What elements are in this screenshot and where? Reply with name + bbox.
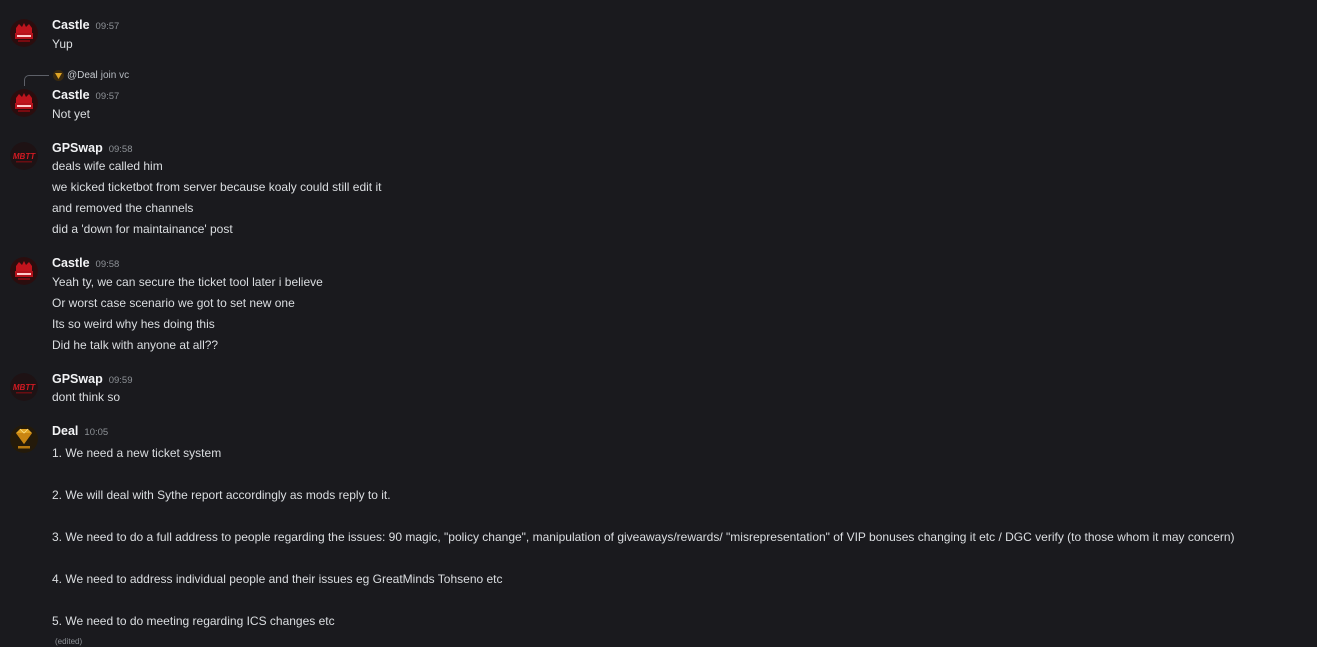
reply-text: join vc bbox=[100, 70, 130, 81]
svg-text:MBTT: MBTT bbox=[12, 152, 36, 161]
message-line: 2. We will deal with Sythe report accordingly as mods reply to it. bbox=[52, 488, 391, 502]
message-timestamp: 09:57 bbox=[95, 91, 120, 102]
castle-avatar[interactable] bbox=[10, 19, 38, 47]
gpswap-avatar[interactable] bbox=[10, 142, 38, 170]
gpswap-logo-icon bbox=[10, 142, 38, 170]
castle-avatar[interactable] bbox=[10, 257, 38, 285]
castle-logo-icon bbox=[10, 89, 38, 117]
message-author[interactable]: Deal 10:05 bbox=[52, 424, 109, 438]
message-line: and removed the channels bbox=[52, 201, 194, 215]
reply-mention[interactable]: @Deal bbox=[67, 70, 98, 81]
gpswap-avatar[interactable] bbox=[10, 373, 38, 401]
message-line: 4. We need to address individual people and their issues eg GreatMinds Tohseno etc bbox=[52, 572, 503, 586]
castle-logo-icon bbox=[10, 19, 38, 47]
message-author[interactable]: Castle 09:58 bbox=[52, 256, 120, 270]
message-line: did a 'down for maintainance' post bbox=[52, 222, 233, 236]
message-timestamp: 09:58 bbox=[95, 259, 120, 270]
message-line: deals wife called him bbox=[52, 159, 163, 173]
message-author[interactable]: Castle 09:57 bbox=[52, 88, 120, 102]
message-line: Did he talk with anyone at all?? bbox=[52, 338, 219, 352]
message-line: 1. We need a new ticket system bbox=[52, 446, 222, 460]
message-author[interactable]: Castle 09:57 bbox=[52, 18, 120, 32]
reply-reference[interactable] bbox=[53, 70, 129, 81]
deal-logo-icon bbox=[10, 425, 38, 453]
message-line: 5. We need to do meeting regarding ICS changes etc bbox=[52, 614, 335, 628]
message-timestamp: 10:05 bbox=[84, 427, 109, 438]
message-line: we kicked ticketbot from server because koaly could still edit it bbox=[52, 180, 382, 194]
message-line: dont think so bbox=[52, 390, 121, 404]
message-line: 3. We need to do a full address to people regarding the issues: 90 magic, "policy change", manipulation of giveaways/rewards/ "misrepresentation" of VIP bonuses changing it etc / DGC verify (to those whom it may concern) bbox=[52, 530, 1235, 544]
svg-text:MBTT: MBTT bbox=[12, 383, 36, 392]
deal-mini-avatar-icon bbox=[53, 70, 64, 81]
message-timestamp: 09:59 bbox=[108, 375, 133, 386]
reply-connector bbox=[24, 75, 49, 86]
message-author[interactable]: GPSwap 09:59 bbox=[52, 372, 133, 386]
message-line: Yup bbox=[52, 37, 73, 51]
message-line: Its so weird why hes doing this bbox=[52, 317, 215, 331]
castle-avatar[interactable] bbox=[10, 89, 38, 117]
edited-label: (edited) bbox=[55, 637, 83, 646]
message-timestamp: 09:57 bbox=[95, 21, 120, 32]
message-author[interactable]: GPSwap 09:58 bbox=[52, 141, 133, 155]
gpswap-logo-icon bbox=[10, 373, 38, 401]
message-line: Or worst case scenario we got to set new one bbox=[52, 296, 295, 310]
message-line: Not yet bbox=[52, 107, 91, 121]
message-timestamp: 09:58 bbox=[108, 144, 133, 155]
castle-logo-icon bbox=[10, 257, 38, 285]
message-line: Yeah ty, we can secure the ticket tool later i believe bbox=[52, 275, 323, 289]
deal-avatar[interactable] bbox=[10, 425, 38, 453]
